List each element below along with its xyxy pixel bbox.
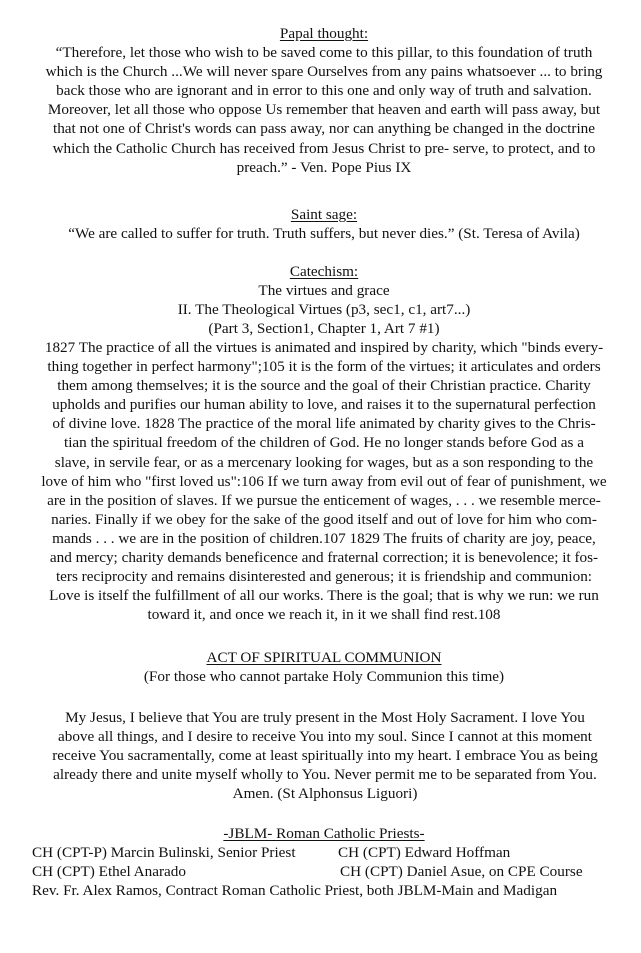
saint-sage-quote: “We are called to suffer for truth. Truth suffers, but never dies.” (St. Teresa of Avila) bbox=[68, 225, 580, 243]
catechism-line: thing together in perfect harmony";105 it is the form of the virtues; it articulates and orders bbox=[47, 358, 601, 376]
catechism-line: tian the spiritual freedom of the children of God. He no longer stands before God as a bbox=[63, 434, 585, 452]
papal-quote-line: back those who are ignorant and in error to this one and only way of truth and salvation. bbox=[56, 82, 592, 100]
catechism-line: mands . . . we are in the position of children.107 1829 The fruits of charity are joy, peace, bbox=[52, 529, 596, 547]
catechism-line: upholds and purifies our human ability to love, and raises it to the supernatural perfection bbox=[52, 396, 596, 414]
priests-heading: -JBLM- Roman Catholic Priests- bbox=[223, 825, 425, 842]
catechism-section-title: II. The Theological Virtues (p3, sec1, c1, art7...) bbox=[177, 301, 471, 319]
priests-row bbox=[32, 881, 632, 900]
papal-thought-section bbox=[28, 24, 620, 177]
papal-quote-line: which the Catholic Church has received from Jesus Christ to pre- serve, to protect, and to bbox=[52, 139, 596, 157]
catechism-line: toward it, and once we reach it, in it we shall find rest.108 bbox=[147, 606, 501, 624]
catechism-line: naries. Finally if we obey for the sake of the good itself and out of love for him who com- bbox=[51, 510, 597, 528]
spiritual-communion-prayer bbox=[30, 708, 620, 803]
priest-name: CH (CPT) Edward Hoffman bbox=[338, 844, 511, 861]
catechism-line: 1827 The practice of all the virtues is animated and inspired by charity, which "binds every- bbox=[44, 339, 604, 356]
prayer-line: My Jesus, I believe that You are truly present in the Most Holy Sacrament. I love You bbox=[65, 709, 585, 726]
priests-list bbox=[32, 843, 632, 900]
priests-row bbox=[32, 843, 632, 862]
priest-name: Rev. Fr. Alex Ramos, Contract Roman Catholic Priest, both JBLM-Main and Madigan bbox=[32, 882, 558, 900]
prayer-line: already there and unite myself wholly to You. Never permit me to be separated from You. bbox=[53, 766, 597, 784]
priest-name: CH (CPT-P) Marcin Bulinski, Senior Priest bbox=[32, 844, 296, 861]
catechism-line: ters reciprocity and remains disinterested and generous; it is friendship and communion: bbox=[55, 568, 593, 586]
saint-sage-section bbox=[28, 205, 620, 243]
papal-quote-line: preach.” - Ven. Pope Pius IX bbox=[236, 158, 412, 176]
catechism-line: and mercy; charity demands beneficence and fraternal correction; it is benevolence; it fos- bbox=[49, 549, 599, 567]
spiritual-communion-heading: ACT OF SPIRITUAL COMMUNION bbox=[206, 649, 442, 666]
priest-name: CH (CPT) Ethel Anarado bbox=[32, 863, 186, 881]
catechism-heading: Catechism: bbox=[289, 263, 359, 280]
catechism-reference: (Part 3, Section1, Chapter 1, Art 7 #1) bbox=[208, 320, 440, 338]
prayer-line: receive You sacramentally, come at least spiritually into my heart. I embrace You as being bbox=[52, 747, 598, 765]
priests-row bbox=[32, 862, 632, 881]
papal-quote-line: which is the Church ...We will never spare Ourselves from any pains whatsoever ... to bring bbox=[45, 63, 603, 81]
catechism-line: Love is itself the fulfillment of all our works. There is the goal; that is why we run: we run bbox=[49, 587, 599, 605]
prayer-line: above all things, and I desire to receive You into my soul. Since I cannot at this moment bbox=[58, 728, 592, 746]
catechism-line: slave, in servile fear, or as a mercenary looking for wages, but as a son responding to the bbox=[54, 453, 594, 471]
priests-header bbox=[28, 824, 620, 843]
spiritual-communion-header bbox=[28, 648, 620, 686]
catechism-body bbox=[34, 338, 614, 624]
catechism-subtitle: The virtues and grace bbox=[258, 282, 390, 300]
catechism-line: are in the position of slaves. If we pursue the enticement of wages, . . . we resemble merce- bbox=[47, 491, 601, 509]
papal-quote-line: that not one of Christ's words can pass away, nor can anything be changed in the doctrine bbox=[52, 120, 596, 138]
priest-name: CH (CPT) Daniel Asue, on CPE Course bbox=[340, 863, 583, 881]
catechism-line: of divine love. 1828 The practice of the moral life animated by charity gives to the Chris- bbox=[52, 415, 596, 433]
spiritual-communion-subheading: (For those who cannot partake Holy Communion this time) bbox=[143, 668, 505, 686]
saint-sage-heading: Saint sage: bbox=[290, 206, 358, 223]
catechism-header bbox=[28, 262, 620, 338]
catechism-line: them among themselves; it is the source and the goal of their Christian practice. Charity bbox=[57, 377, 591, 395]
papal-quote-line: “Therefore, let those who wish to be saved come to this pillar, to this foundation of truth bbox=[55, 44, 593, 62]
prayer-line: Amen. (St Alphonsus Liguori) bbox=[232, 785, 418, 803]
catechism-line: love of him who "first loved us":106 If we turn away from evil out of fear of punishment, we bbox=[41, 472, 607, 490]
papal-quote-line: Moreover, let all those who oppose Us remember that heaven and earth will pass away, but bbox=[47, 101, 601, 119]
papal-thought-heading: Papal thought: bbox=[279, 25, 369, 42]
